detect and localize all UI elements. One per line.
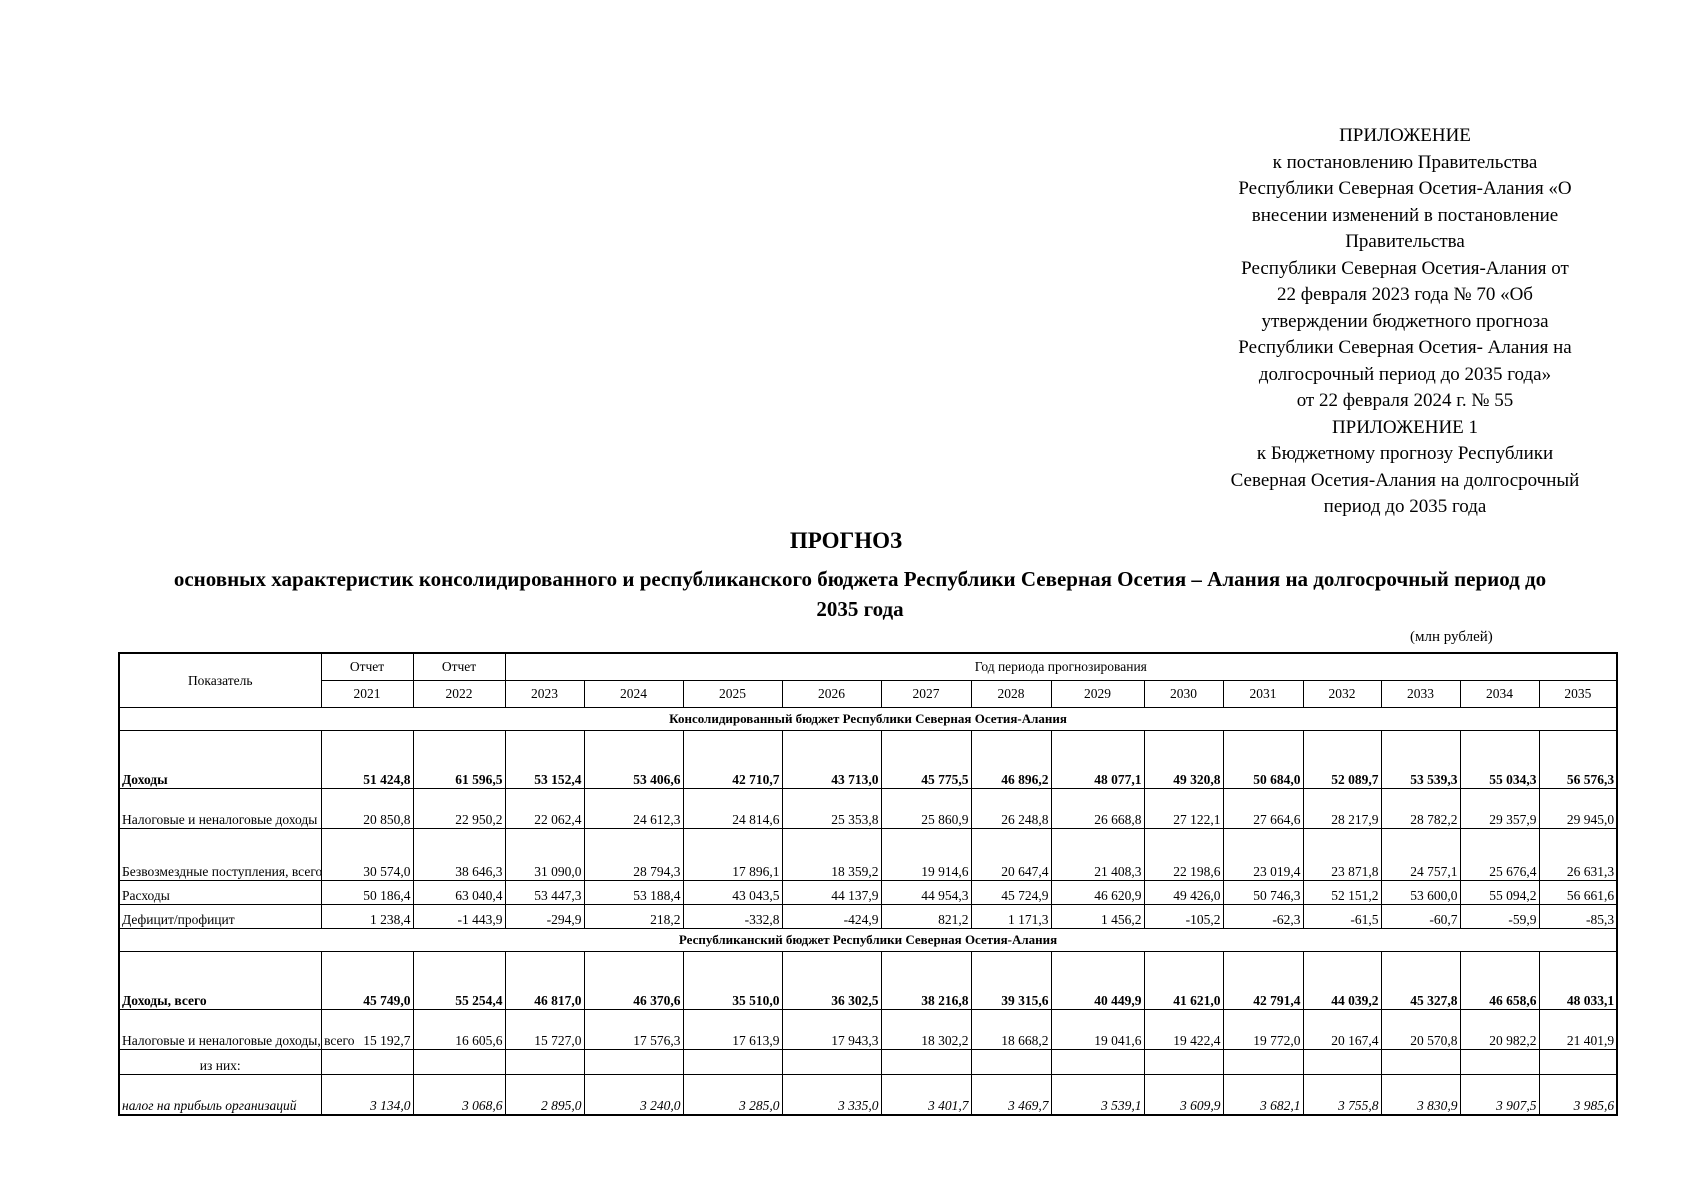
value-cell: 42 710,7 <box>683 731 782 789</box>
document-subtitle: основных характеристик консолидированного и республиканского бюджета Республики Северная Осетия – Алания на долгосрочный период до 2035 года <box>173 567 1547 621</box>
header-line: период до 2035 года <box>1323 496 1487 517</box>
years-row <box>119 681 1617 708</box>
value-cell: 3 830,9 <box>1381 1075 1460 1115</box>
value-cell: -1 443,9 <box>413 905 505 929</box>
value-cell: -59,9 <box>1460 905 1539 929</box>
year-header: 2031 <box>1223 681 1303 708</box>
forecast-header: Год периода прогнозирования <box>505 653 1617 681</box>
header-line: ПРИЛОЖЕНИЕ 1 <box>1331 416 1479 438</box>
value-cell: 46 896,2 <box>971 731 1051 789</box>
value-cell: 46 370,6 <box>584 952 683 1010</box>
value-cell <box>321 1050 413 1075</box>
table-row <box>119 789 1617 829</box>
value-cell <box>1223 1050 1303 1075</box>
row-label: Расходы <box>119 881 321 905</box>
value-cell: 40 449,9 <box>1051 952 1144 1010</box>
value-cell: 23 871,8 <box>1303 829 1381 881</box>
value-cell: 38 216,8 <box>881 952 971 1010</box>
row-label: из них: <box>119 1050 321 1075</box>
value-cell: 46 658,6 <box>1460 952 1539 1010</box>
report-header: Отчет <box>413 653 505 681</box>
value-cell: 2 895,0 <box>505 1075 584 1115</box>
value-cell: 49 320,8 <box>1144 731 1223 789</box>
value-cell: -61,5 <box>1303 905 1381 929</box>
value-cell: 56 576,3 <box>1539 731 1617 789</box>
value-cell <box>782 1050 881 1075</box>
value-cell: 17 576,3 <box>584 1010 683 1050</box>
value-cell: 44 954,3 <box>881 881 971 905</box>
table-row <box>119 952 1617 1010</box>
section-consolidated-title: Консолидированный бюджет Республики Северная Осетия-Алания <box>119 708 1617 731</box>
value-cell <box>1303 1050 1381 1075</box>
value-cell: 53 447,3 <box>505 881 584 905</box>
header-line: от 22 февраля 2024 г. № 55 <box>1296 390 1514 411</box>
value-cell: 45 775,5 <box>881 731 971 789</box>
value-cell: 26 248,8 <box>971 789 1051 829</box>
value-cell: 17 943,3 <box>782 1010 881 1050</box>
year-header: 2028 <box>971 681 1051 708</box>
value-cell: 20 982,2 <box>1460 1010 1539 1050</box>
value-cell: -62,3 <box>1223 905 1303 929</box>
year-header: 2022 <box>413 681 505 708</box>
value-cell: 3 469,7 <box>971 1075 1051 1115</box>
value-cell: 1 171,3 <box>971 905 1051 929</box>
year-header: 2023 <box>505 681 584 708</box>
year-header: 2029 <box>1051 681 1144 708</box>
section-republican-title: Республиканский бюджет Республики Северная Осетия-Алания <box>119 929 1617 952</box>
year-header: 2035 <box>1539 681 1617 708</box>
value-cell: 28 217,9 <box>1303 789 1381 829</box>
value-cell: -424,9 <box>782 905 881 929</box>
year-header: 2021 <box>321 681 413 708</box>
value-cell: 15 727,0 <box>505 1010 584 1050</box>
value-cell: 44 137,9 <box>782 881 881 905</box>
value-cell: 53 152,4 <box>505 731 584 789</box>
value-cell: 53 539,3 <box>1381 731 1460 789</box>
value-cell: 3 068,6 <box>413 1075 505 1115</box>
value-cell: 30 574,0 <box>321 829 413 881</box>
value-cell: 821,2 <box>881 905 971 929</box>
value-cell: 3 609,9 <box>1144 1075 1223 1115</box>
row-label: Доходы, всего <box>119 952 321 1010</box>
header-line: долгосрочный период до 2035 года» <box>1258 363 1552 385</box>
appendix-header <box>1190 123 1620 521</box>
header-line: к Бюджетному прогнозу Республики <box>1256 443 1554 464</box>
value-cell: 48 033,1 <box>1539 952 1617 1010</box>
value-cell: 38 646,3 <box>413 829 505 881</box>
value-cell: 19 422,4 <box>1144 1010 1223 1050</box>
value-cell: 55 034,3 <box>1460 731 1539 789</box>
value-cell: -85,3 <box>1539 905 1617 929</box>
value-cell: 24 814,6 <box>683 789 782 829</box>
value-cell: 17 613,9 <box>683 1010 782 1050</box>
row-label: Доходы <box>119 731 321 789</box>
value-cell: 51 424,8 <box>321 731 413 789</box>
value-cell: 19 772,0 <box>1223 1010 1303 1050</box>
value-cell: 42 791,4 <box>1223 952 1303 1010</box>
value-cell: 50 684,0 <box>1223 731 1303 789</box>
year-header: 2027 <box>881 681 971 708</box>
value-cell: 45 749,0 <box>321 952 413 1010</box>
value-cell: 22 198,6 <box>1144 829 1223 881</box>
value-cell: 43 043,5 <box>683 881 782 905</box>
value-cell: 45 327,8 <box>1381 952 1460 1010</box>
value-cell: 218,2 <box>584 905 683 929</box>
year-header: 2030 <box>1144 681 1223 708</box>
value-cell: 20 167,4 <box>1303 1010 1381 1050</box>
indicator-header: Показатель <box>119 653 321 708</box>
value-cell: -105,2 <box>1144 905 1223 929</box>
value-cell: 35 510,0 <box>683 952 782 1010</box>
value-cell: 3 539,1 <box>1051 1075 1144 1115</box>
value-cell: 20 570,8 <box>1381 1010 1460 1050</box>
header-line: Республики Северная Осетия-Алания от <box>1241 257 1569 279</box>
value-cell <box>881 1050 971 1075</box>
header-line: 22 февраля 2023 года № 70 «Об <box>1277 284 1533 305</box>
value-cell: 1 456,2 <box>1051 905 1144 929</box>
row-label: Налоговые и неналоговые доходы, всего <box>119 1010 321 1050</box>
value-cell: 43 713,0 <box>782 731 881 789</box>
year-header: 2033 <box>1381 681 1460 708</box>
year-header: 2026 <box>782 681 881 708</box>
value-cell: 22 950,2 <box>413 789 505 829</box>
value-cell: 3 755,8 <box>1303 1075 1381 1115</box>
header-line: Республики Северная Осетия-Алания «О <box>1238 178 1572 199</box>
value-cell <box>1051 1050 1144 1075</box>
value-cell: 26 668,8 <box>1051 789 1144 829</box>
value-cell: 3 682,1 <box>1223 1075 1303 1115</box>
value-cell: 28 794,3 <box>584 829 683 881</box>
table-row <box>119 1050 1617 1075</box>
value-cell: 21 408,3 <box>1051 829 1144 881</box>
row-label: Дефицит/профицит <box>119 905 321 929</box>
value-cell <box>505 1050 584 1075</box>
year-header: 2025 <box>683 681 782 708</box>
value-cell: 20 850,8 <box>321 789 413 829</box>
header-line: Правительства <box>1345 231 1465 252</box>
table-header-row <box>119 653 1617 681</box>
value-cell: 16 605,6 <box>413 1010 505 1050</box>
header-line: Республики Северная Осетия- Алания на <box>1238 337 1572 358</box>
value-cell: 55 094,2 <box>1460 881 1539 905</box>
value-cell: 19 041,6 <box>1051 1010 1144 1050</box>
value-cell: 45 724,9 <box>971 881 1051 905</box>
value-cell <box>413 1050 505 1075</box>
value-cell: 3 335,0 <box>782 1075 881 1115</box>
value-cell: 26 631,3 <box>1539 829 1617 881</box>
value-cell: -294,9 <box>505 905 584 929</box>
table-row <box>119 905 1617 929</box>
value-cell <box>1144 1050 1223 1075</box>
header-line: утверждении бюджетного прогноза <box>1261 310 1549 332</box>
value-cell: 52 089,7 <box>1303 731 1381 789</box>
value-cell: 19 914,6 <box>881 829 971 881</box>
value-cell: 17 896,1 <box>683 829 782 881</box>
table-row <box>119 1075 1617 1115</box>
value-cell: 56 661,6 <box>1539 881 1617 905</box>
value-cell: 53 188,4 <box>584 881 683 905</box>
value-cell <box>683 1050 782 1075</box>
header-line: ПРИЛОЖЕНИЕ <box>1339 125 1471 146</box>
value-cell: 61 596,5 <box>413 731 505 789</box>
budget-forecast-table <box>118 652 1618 1116</box>
value-cell: 27 664,6 <box>1223 789 1303 829</box>
value-cell: 29 945,0 <box>1539 789 1617 829</box>
value-cell: 41 621,0 <box>1144 952 1223 1010</box>
value-cell <box>1460 1050 1539 1075</box>
value-cell: 25 676,4 <box>1460 829 1539 881</box>
year-header: 2032 <box>1303 681 1381 708</box>
value-cell: 20 647,4 <box>971 829 1051 881</box>
value-cell: 49 426,0 <box>1144 881 1223 905</box>
value-cell <box>971 1050 1051 1075</box>
value-cell: 18 359,2 <box>782 829 881 881</box>
value-cell: 31 090,0 <box>505 829 584 881</box>
value-cell: 36 302,5 <box>782 952 881 1010</box>
value-cell <box>1539 1050 1617 1075</box>
value-cell: 25 860,9 <box>881 789 971 829</box>
value-cell: 21 401,9 <box>1539 1010 1617 1050</box>
units-note: (млн рублей) <box>1410 629 1493 645</box>
value-cell: 18 302,2 <box>881 1010 971 1050</box>
value-cell: 24 757,1 <box>1381 829 1460 881</box>
value-cell <box>1381 1050 1460 1075</box>
value-cell: 22 062,4 <box>505 789 584 829</box>
value-cell: 3 907,5 <box>1460 1075 1539 1115</box>
value-cell: 46 620,9 <box>1051 881 1144 905</box>
value-cell: 53 406,6 <box>584 731 683 789</box>
value-cell: 3 401,7 <box>881 1075 971 1115</box>
year-header: 2034 <box>1460 681 1539 708</box>
value-cell: 44 039,2 <box>1303 952 1381 1010</box>
value-cell: -60,7 <box>1381 905 1460 929</box>
value-cell: 55 254,4 <box>413 952 505 1010</box>
value-cell: 1 238,4 <box>321 905 413 929</box>
value-cell: 3 134,0 <box>321 1075 413 1115</box>
row-label: Налоговые и неналоговые доходы <box>119 789 321 829</box>
section-row <box>119 708 1617 731</box>
value-cell: 3 985,6 <box>1539 1075 1617 1115</box>
value-cell: 28 782,2 <box>1381 789 1460 829</box>
value-cell: 15 192,7 <box>321 1010 413 1050</box>
value-cell: 52 151,2 <box>1303 881 1381 905</box>
header-line: к постановлению Правительства <box>1272 151 1538 173</box>
year-header: 2024 <box>584 681 683 708</box>
value-cell: -332,8 <box>683 905 782 929</box>
table-row <box>119 1010 1617 1050</box>
value-cell: 46 817,0 <box>505 952 584 1010</box>
value-cell: 63 040,4 <box>413 881 505 905</box>
table-row <box>119 829 1617 881</box>
value-cell: 18 668,2 <box>971 1010 1051 1050</box>
value-cell: 3 285,0 <box>683 1075 782 1115</box>
header-line: внесении изменений в постановление <box>1251 204 1559 226</box>
value-cell: 50 186,4 <box>321 881 413 905</box>
document-title: ПРОГНОЗ <box>789 528 903 553</box>
value-cell <box>584 1050 683 1075</box>
value-cell: 50 746,3 <box>1223 881 1303 905</box>
row-label: налог на прибыль организаций <box>119 1075 321 1115</box>
header-line: Северная Осетия-Алания на долгосрочный <box>1230 469 1580 491</box>
section-row <box>119 929 1617 952</box>
value-cell: 39 315,6 <box>971 952 1051 1010</box>
value-cell: 3 240,0 <box>584 1075 683 1115</box>
report-header: Отчет <box>321 653 413 681</box>
value-cell: 29 357,9 <box>1460 789 1539 829</box>
value-cell: 24 612,3 <box>584 789 683 829</box>
table-row <box>119 881 1617 905</box>
value-cell: 53 600,0 <box>1381 881 1460 905</box>
value-cell: 48 077,1 <box>1051 731 1144 789</box>
row-label: Безвозмездные поступления, всего <box>119 829 321 881</box>
table-row <box>119 731 1617 789</box>
value-cell: 27 122,1 <box>1144 789 1223 829</box>
value-cell: 25 353,8 <box>782 789 881 829</box>
value-cell: 23 019,4 <box>1223 829 1303 881</box>
